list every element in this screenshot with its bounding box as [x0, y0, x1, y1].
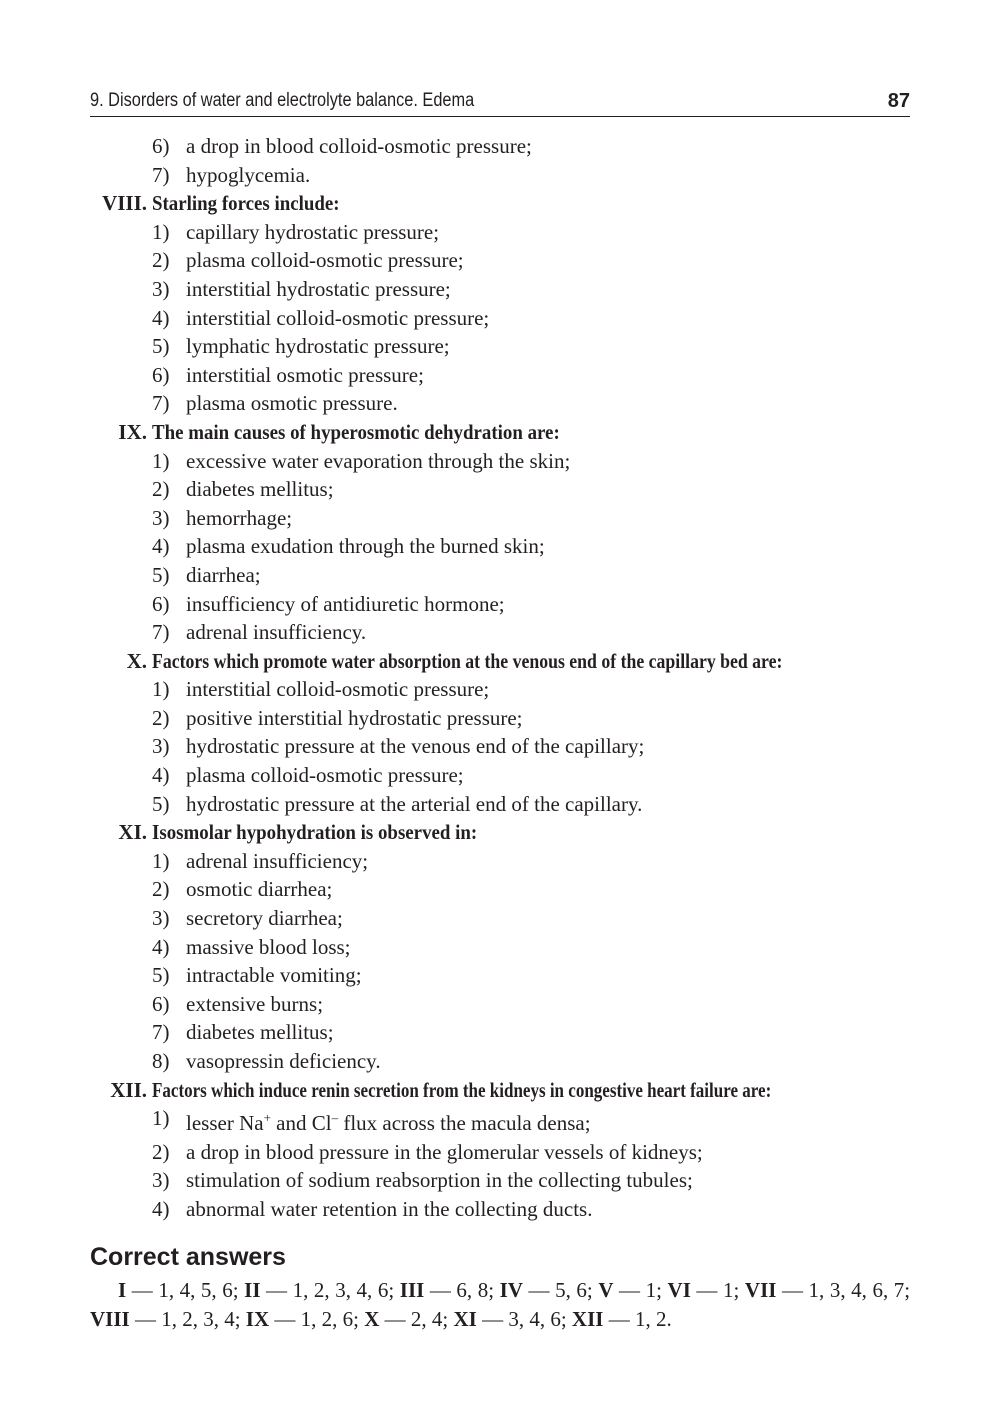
answer-label: VI [667, 1277, 691, 1302]
option-text: interstitial colloid-osmotic pressure; [186, 677, 490, 702]
option-number: 5) [152, 963, 170, 988]
option-number: 6) [152, 134, 170, 158]
answer-label: X [364, 1306, 380, 1331]
option-text: hypoglycemia. [186, 162, 311, 187]
superscript-plus: + [263, 1110, 271, 1126]
answer-option [90, 304, 910, 333]
answer-option [90, 618, 910, 647]
question-text: Factors which promote water absorption at the venous end of the capillary bed are: [152, 648, 783, 673]
option-text: vasopressin deficiency. [186, 1049, 381, 1073]
answer-option [90, 675, 910, 704]
option-text: plasma colloid-osmotic pressure; [186, 248, 464, 273]
option-number: 3) [152, 276, 170, 301]
option-number: 5) [152, 562, 170, 587]
option-number: 5) [152, 334, 170, 359]
answer-option [90, 361, 910, 390]
answer-option [90, 732, 910, 761]
answer-option [90, 475, 910, 504]
option-text: stimulation of sodium reabsorption in the collecting tubules; [186, 1168, 693, 1193]
answer-option [90, 990, 910, 1019]
option-text: hydrostatic pressure at the arterial end of the capillary. [186, 791, 643, 816]
option-number: 7) [152, 391, 170, 416]
option-text: interstitial colloid-osmotic pressure; [186, 305, 490, 330]
answer-option [90, 1166, 910, 1195]
answer-value: 1 [645, 1277, 657, 1302]
option-number: 1) [152, 848, 170, 873]
answer-option [90, 904, 910, 933]
option-number: 7) [152, 162, 170, 187]
question-text: Isosmolar hypohydration is observed in: [152, 820, 478, 845]
answer-option [90, 532, 910, 561]
option-number: 8) [152, 1049, 170, 1073]
answer-option [90, 590, 910, 619]
answer-option [90, 933, 910, 962]
option-number: 3) [152, 906, 170, 931]
answer-option [90, 761, 910, 790]
option-text: adrenal insufficiency; [186, 848, 369, 873]
answer-option [90, 704, 910, 733]
chapter-title: 9. Disorders of water and electrolyte balance. Edema [90, 90, 475, 111]
option-text: excessive water evaporation through the skin; [186, 448, 571, 473]
question-heading [90, 189, 910, 218]
question-heading [90, 647, 910, 676]
page-number: 87 [887, 90, 910, 112]
option-number: 4) [152, 934, 170, 959]
answer-option [90, 246, 910, 275]
question-number: X. [126, 648, 147, 673]
answer-label: II [244, 1277, 261, 1302]
answer-option [90, 447, 910, 476]
question-number: VIII. [102, 191, 147, 216]
option-text: interstitial hydrostatic pressure; [186, 276, 451, 301]
answer-option [90, 1195, 910, 1224]
answer-label: VII [744, 1277, 777, 1302]
answers-paragraph: I — 1, 4, 5, 6; II — 1, 2, 3, 4, 6; III — 6, 8; IV — 5, 6; V — 1; VI — 1; VII — 1, 3, 4, 6, 7; VIII — 1, 2, 3, 4; IX — 1, 2, 6; X — 2, 4; XI — 3, 4, 6; XII — 1, 2. [90, 1277, 911, 1331]
option-text: diarrhea; [186, 562, 261, 587]
option-text: diabetes mellitus; [186, 477, 334, 502]
answer-option [90, 332, 910, 361]
option-number: 4) [152, 763, 170, 788]
answer-value: 2, 4 [410, 1306, 443, 1331]
option-number: 4) [152, 534, 170, 559]
question-heading [90, 1076, 910, 1105]
answer-value: 1, 2, 6 [300, 1306, 354, 1331]
option-number: 5) [152, 791, 170, 816]
question-heading [90, 818, 910, 847]
option-number: 1) [152, 448, 170, 473]
option-text-part: flux across the macula densa; [338, 1111, 591, 1136]
answer-option [90, 1138, 910, 1167]
option-text: extensive burns; [186, 991, 324, 1016]
running-header [90, 88, 910, 117]
option-number: 1) [152, 219, 170, 244]
option-text: abnormal water retention in the collecting ducts. [186, 1196, 593, 1221]
option-text: plasma exudation through the burned skin; [186, 534, 545, 559]
question-text: The main causes of hyperosmotic dehydration are: [152, 419, 560, 444]
option-text-part: lesser Na [186, 1111, 264, 1136]
question-list [90, 132, 910, 1334]
option-text: adrenal insufficiency. [186, 620, 367, 645]
question-number: XI. [118, 820, 147, 845]
answer-option [90, 218, 910, 247]
answer-value: 1, 2 [634, 1306, 667, 1331]
answer-option [90, 847, 910, 876]
option-number: 2) [152, 248, 170, 273]
answer-value: 1 [723, 1277, 734, 1302]
option-text: interstitial osmotic pressure; [186, 362, 424, 387]
option-number: 3) [152, 1168, 170, 1193]
answer-option [90, 1104, 910, 1138]
option-text: positive interstitial hydrostatic pressure; [186, 705, 523, 730]
answer-option [90, 1047, 910, 1076]
question-text: Factors which induce renin secretion from the kidneys in congestive heart failure are: [152, 1077, 772, 1102]
option-number: 6) [152, 991, 170, 1016]
answer-option [90, 132, 910, 161]
answer-value: 5, 6 [555, 1277, 587, 1302]
answer-option [90, 961, 910, 990]
option-text: intractable vomiting; [186, 963, 362, 988]
option-text: lymphatic hydrostatic pressure; [186, 334, 450, 359]
option-text: plasma colloid-osmotic pressure; [186, 763, 464, 788]
answer-value: 3, 4, 6 [508, 1306, 561, 1331]
answer-label: VIII [90, 1306, 130, 1331]
option-text: hydrostatic pressure at the venous end of the capillary; [186, 734, 645, 759]
option-number: 4) [152, 1196, 170, 1221]
option-number: 2) [152, 705, 170, 730]
option-text: secretory diarrhea; [186, 906, 343, 931]
option-text [186, 1111, 591, 1135]
option-text: diabetes mellitus; [186, 1020, 334, 1045]
answer-option [90, 504, 910, 533]
answer-option [90, 561, 910, 590]
option-text: insufficiency of antidiuretic hormone; [186, 591, 505, 616]
answer-option [90, 161, 910, 190]
answer-value: 6, 8 [456, 1277, 489, 1302]
option-number: 7) [152, 1020, 170, 1045]
option-number: 3) [152, 734, 170, 759]
option-number: 7) [152, 620, 170, 645]
option-number: 1) [152, 677, 170, 702]
option-text: hemorrhage; [186, 505, 293, 530]
option-text: a drop in blood colloid-osmotic pressure; [186, 134, 532, 158]
option-text: massive blood loss; [186, 934, 351, 959]
answer-option [90, 275, 910, 304]
question-number: IX. [118, 419, 147, 444]
option-number: 2) [152, 477, 170, 502]
answer-option [90, 1018, 910, 1047]
question-heading [90, 418, 910, 447]
answer-value: 1, 4, 5, 6 [158, 1277, 233, 1302]
option-text: capillary hydrostatic pressure; [186, 219, 440, 244]
answer-label: IX [245, 1306, 270, 1331]
answer-label: IV [499, 1277, 523, 1302]
option-text: a drop in blood pressure in the glomerular vessels of kidneys; [186, 1139, 703, 1164]
superscript-minus: – [331, 1110, 339, 1126]
option-number: 6) [152, 362, 170, 387]
answer-label: XII [571, 1306, 604, 1331]
option-number: 1) [152, 1106, 170, 1131]
answer-label: I [118, 1277, 127, 1302]
question-text: Starling forces include: [152, 191, 340, 216]
option-number: 6) [152, 591, 170, 616]
option-number: 2) [152, 1139, 170, 1164]
question-number: XII. [110, 1077, 147, 1102]
answer-label: III [399, 1277, 425, 1302]
answer-value: 1, 2, 3, 4, 6 [292, 1277, 389, 1302]
answer-value: 1, 2, 3, 4 [161, 1306, 235, 1331]
option-number: 2) [152, 877, 170, 902]
answer-option [90, 790, 910, 819]
answer-label: V [598, 1277, 614, 1302]
option-number: 4) [152, 305, 170, 330]
answer-value: 1, 3, 4, 6, 7 [808, 1277, 905, 1302]
answer-label: XI [453, 1306, 477, 1331]
answer-option [90, 875, 910, 904]
answers-heading: Correct answers [90, 1242, 286, 1271]
answer-option [90, 389, 910, 418]
option-text-part: and Cl [270, 1111, 332, 1136]
option-text: osmotic diarrhea; [186, 877, 333, 902]
option-number: 3) [152, 505, 170, 530]
option-text: plasma osmotic pressure. [186, 391, 398, 416]
